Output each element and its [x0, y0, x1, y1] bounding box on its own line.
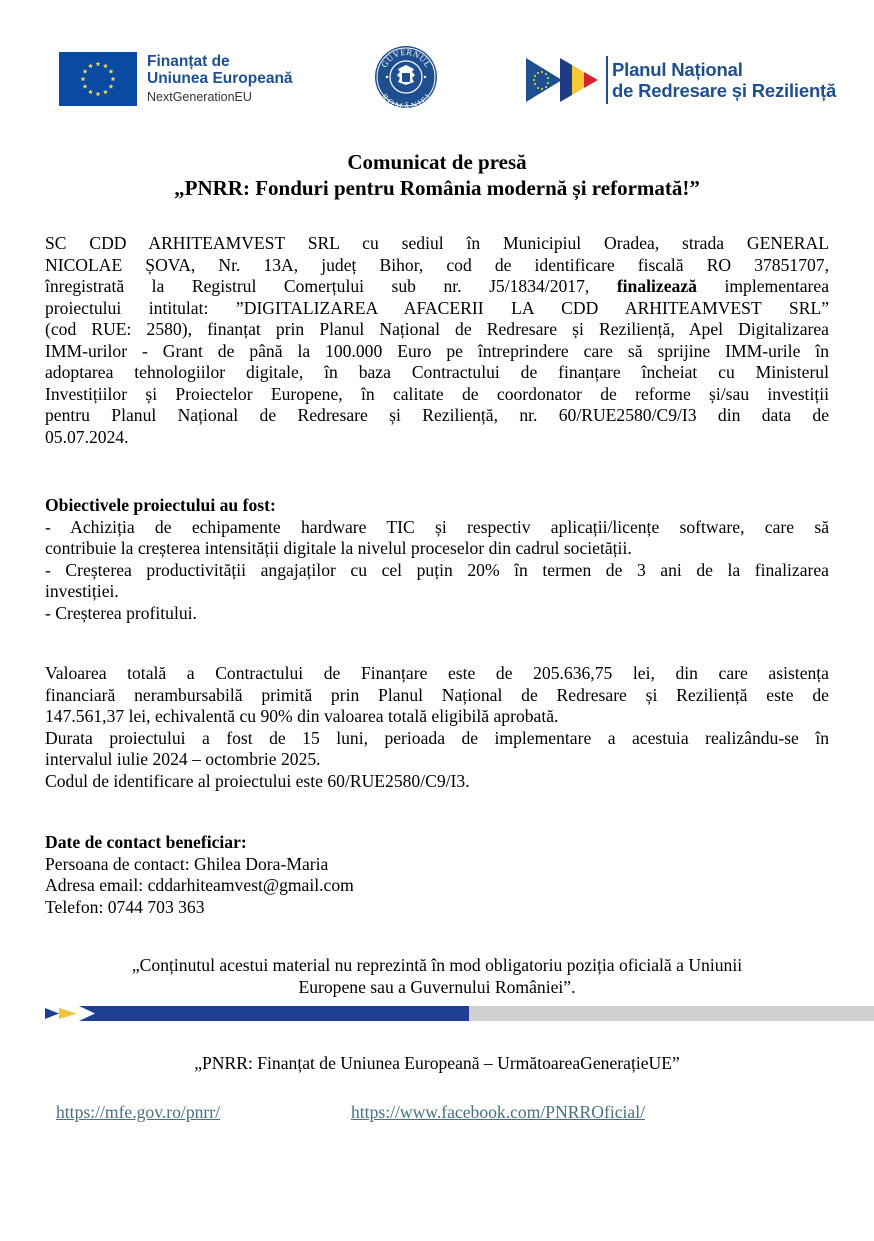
- page-title: Comunicat de presă: [347, 150, 527, 174]
- intro-line: Investițiilor și Proiectelor Europene, în calitate de coordonator de reforme și/sau investiții: [45, 383, 829, 404]
- contact-phone: Telefon: 0744 703 363: [45, 896, 205, 917]
- financial-line: Codul de identificare al proiectului este 60/RUE2580/C9/I3.: [45, 770, 470, 791]
- eu-star: [88, 63, 93, 68]
- intro-line: NICOLAE ȘOVA, Nr. 13A, județ Bihor, cod de identificare fiscală RO 37851707,: [45, 254, 829, 275]
- eu-logo-line2: Uniunea Europeană: [147, 69, 293, 87]
- pnrr-logo-line1: Planul Național: [612, 59, 743, 80]
- eu-star: [103, 89, 108, 94]
- intro-line: IMM-urilor - Grant de până la 100.000 Euro pe întreprindere care să sprijine IMM-urile în: [45, 340, 829, 361]
- eu-star: [83, 84, 88, 89]
- financial-line: financiară nerambursabilă primită prin Planul Național de Redresare și Reziliență este de: [45, 684, 829, 705]
- intro-bold-word: finalizează: [616, 276, 697, 296]
- eu-star: [109, 84, 114, 89]
- intro-line: 05.07.2024.: [45, 426, 129, 447]
- contact-email: Adresa email: cddarhiteamvest@gmail.com: [45, 875, 354, 895]
- footer-arrows-icon: [45, 1006, 105, 1021]
- eu-star: [96, 91, 101, 96]
- intro-line: adoptarea tehnologiilor digitale, în baza Contractului de finanțare încheiat cu Ministerul: [45, 362, 829, 382]
- contact-section: [45, 832, 829, 918]
- disclaimer-line1: „Conținutul acestui material nu reprezintă în mod obligatoriu poziția oficială a Uniunii: [131, 955, 743, 975]
- intro-line: pentru Planul Național de Redresare și Reziliență, nr. 60/RUE2580/C9/I3 din data de: [45, 405, 829, 425]
- financial-line: Durata proiectului a fost de 15 luni, perioada de implementare a acestuia realizându-se în: [45, 727, 829, 748]
- intro-line-text: înregistrată la Registrul Comerțului sub nr. J5/1834/2017,: [45, 276, 617, 296]
- intro-line: proiectului intitulat: ”DIGITALIZAREA AFACERII LA CDD ARHITEAMVEST SRL”: [45, 297, 829, 318]
- objective-line: - Achiziția de echipamente hardware TIC și respectiv aplicații/licențe software, care să: [45, 516, 829, 537]
- eu-star: [88, 89, 93, 94]
- objective-line: - Creșterea profitului.: [45, 602, 197, 623]
- guvernul-romaniei-seal-icon: [374, 45, 438, 109]
- disclaimer-line2: Europene sau a Guvernului României”.: [298, 977, 576, 997]
- intro-line: [45, 276, 829, 298]
- page-subtitle: „PNRR: Fonduri pentru România modernă și reformată!”: [174, 176, 700, 200]
- objective-line: - Creșterea productivității angajaților cu cel puțin 20% în termen de 3 ani de la finalizarea: [45, 559, 829, 580]
- eu-star: [109, 69, 114, 74]
- objective-line: contribuie la creșterea intensității digitale la nivelul proceselor din cadrul societății.: [45, 538, 632, 558]
- intro-line-tail: implementarea: [696, 276, 829, 296]
- footer-bar-blue: [45, 1006, 469, 1021]
- pnrr-logo: [526, 56, 836, 104]
- pnrr-logo-line2: de Redresare și Reziliență: [612, 80, 837, 101]
- footer-slogan: „PNRR: Finanțat de Uniunea Europeană – UrmătoareaGenerațieUE”: [194, 1053, 680, 1073]
- pnrr-arrows-icon: [526, 56, 604, 104]
- seal-text-top: GUVERNUL: [378, 46, 434, 70]
- eu-star: [96, 61, 101, 66]
- contact-heading: Date de contact beneficiar:: [45, 832, 247, 852]
- eu-logo-line3: NextGenerationEU: [147, 89, 252, 104]
- eu-star: [111, 76, 116, 81]
- eu-star: [81, 76, 86, 81]
- objectives-heading: Obiectivele proiectului au fost:: [45, 495, 276, 515]
- pnrr-logo-text: [612, 59, 836, 101]
- pnrr-divider: [606, 56, 608, 104]
- eu-star: [83, 69, 88, 74]
- financial-line: Valoarea totală a Contractului de Finanțare este de 205.636,75 lei, din care asistența: [45, 663, 829, 683]
- eu-funding-logo: [59, 52, 293, 106]
- financial-line: intervalul iulie 2024 – octombrie 2025.: [45, 749, 321, 769]
- eu-star: [103, 63, 108, 68]
- financial-section: [45, 663, 829, 792]
- facebook-pnrr-link[interactable]: https://www.facebook.com/PNRROficial/: [351, 1102, 645, 1122]
- footer-bar: [45, 1006, 874, 1021]
- eu-flag-icon: [59, 52, 137, 106]
- intro-line: (cod RUE: 2580), finanțat prin Planul Național de Redresare și Reziliență, Apel Digitalizarea: [45, 319, 829, 339]
- contact-person: Persoana de contact: Ghilea Dora-Maria: [45, 853, 329, 874]
- objectives-section: [45, 495, 829, 624]
- intro-line: SC CDD ARHITEAMVEST SRL cu sediul în Municipiul Oradea, strada GENERAL: [45, 233, 829, 253]
- footer-bar-grey: [469, 1006, 874, 1021]
- mfe-pnrr-link[interactable]: https://mfe.gov.ro/pnrr/: [56, 1102, 221, 1122]
- financial-line: 147.561,37 lei, echivalentă cu 90% din valoarea totală eligibilă aprobată.: [45, 706, 559, 726]
- eu-logo-text: [147, 53, 293, 106]
- disclaimer: [0, 954, 874, 998]
- seal-text-bottom: ROMÂNIEI: [379, 91, 433, 109]
- eu-logo-line1: Finanțat de: [147, 52, 230, 70]
- objective-line: investiției.: [45, 581, 119, 601]
- intro-paragraph: [45, 233, 829, 448]
